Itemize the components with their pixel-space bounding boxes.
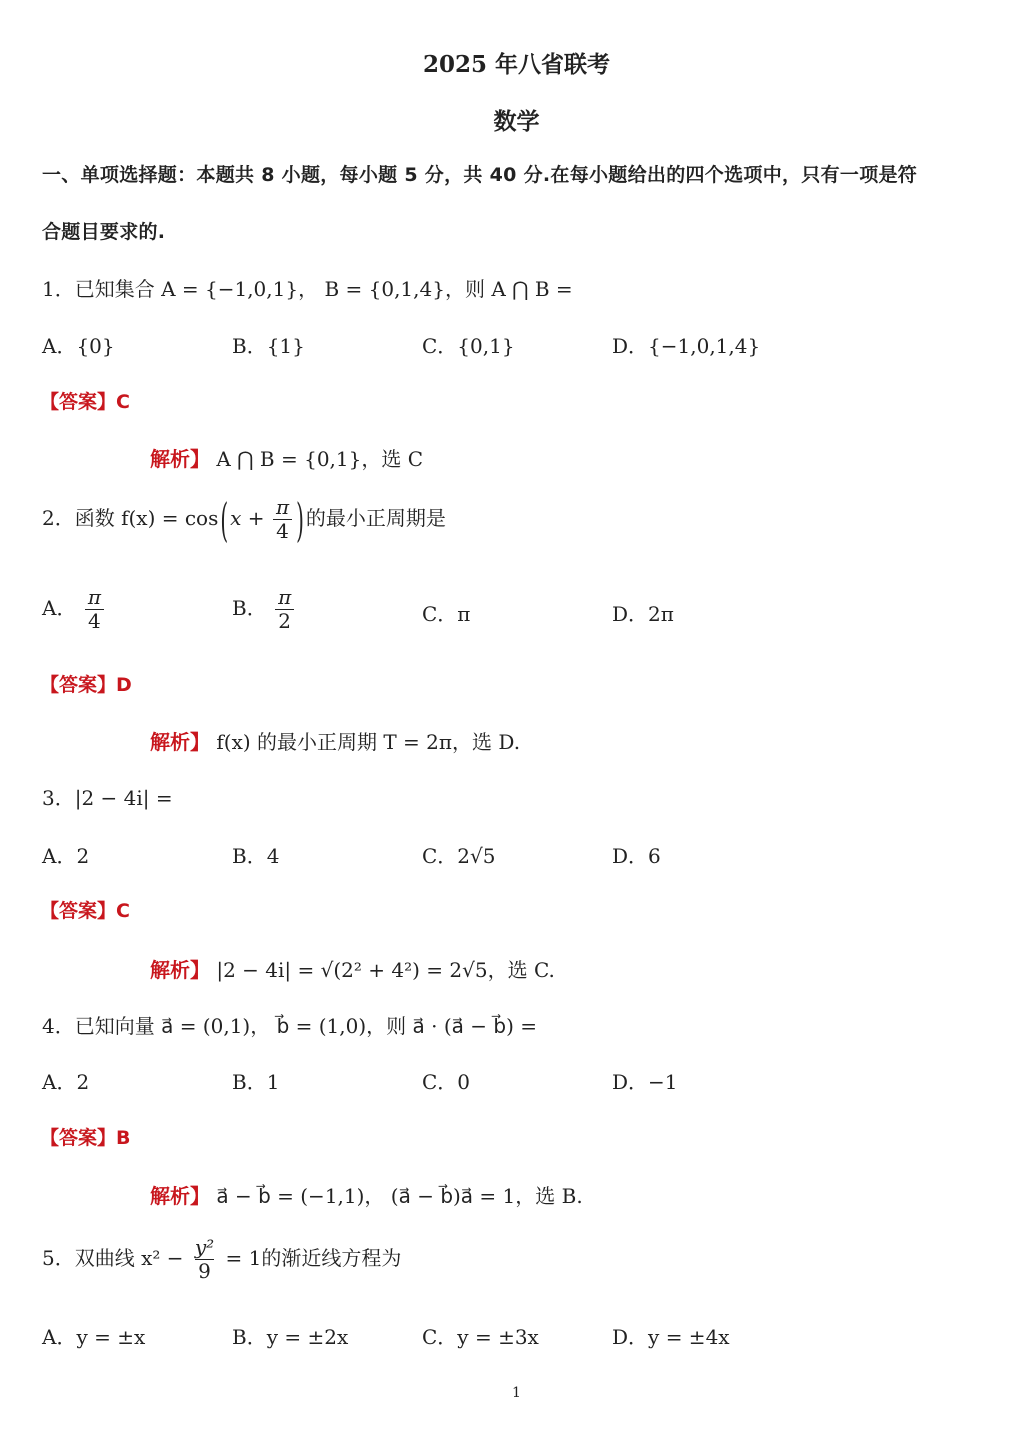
question-2-option-c: C．π xyxy=(422,602,471,626)
fraction-numerator: π xyxy=(278,585,292,609)
fraction xyxy=(273,496,292,543)
question-3-answer xyxy=(40,896,130,923)
question-4-option-b: B．1 xyxy=(232,1070,280,1094)
fraction xyxy=(192,1236,217,1283)
question-2-option-a xyxy=(42,586,106,633)
answer-label: 【答案】 xyxy=(40,674,117,696)
analysis-text: a⃗ − b⃗ = (−1,1)， (a⃗ − b⃗)a⃗ = 1，选 B. xyxy=(216,1184,583,1208)
fraction-denominator: 2 xyxy=(275,609,294,633)
question-4-stem: 4．已知向量 a⃗ = (0,1)， b⃗ = (1,0)，则 a⃗ · (a⃗ − b⃗) = xyxy=(42,1014,537,1038)
question-2-option-d: D．2π xyxy=(612,602,674,626)
question-3-option-d: D．6 xyxy=(612,844,661,868)
section-heading-line2: 合题目要求的. xyxy=(42,221,166,243)
exam-title: 2025 年八省联考 xyxy=(422,51,611,78)
question-3-stem: 3．|2 − 4i| = xyxy=(42,786,173,810)
fraction-numerator: π xyxy=(87,585,101,609)
page-number: 1 xyxy=(512,1385,521,1401)
right-paren: ) xyxy=(296,491,304,548)
stem-inner: x + xyxy=(230,506,265,530)
subject-title: 数学 xyxy=(493,108,540,135)
section-heading-line1: 一、单项选择题：本题共 8 小题，每小题 5 分，共 40 分.在每小题给出的四个选项中，只有一项是符 xyxy=(42,164,918,186)
fraction-numerator: π xyxy=(275,495,290,519)
question-3-option-c: C．2√5 xyxy=(422,844,496,868)
fraction-numerator: y² xyxy=(194,1235,215,1259)
question-4-option-a: A．2 xyxy=(42,1070,90,1094)
question-1-option-a: A．{0} xyxy=(42,334,115,358)
question-4-analysis xyxy=(150,1180,583,1209)
question-3-option-b: B．4 xyxy=(232,844,280,868)
question-5-option-c: C．y = ±3x xyxy=(422,1325,539,1349)
fraction xyxy=(275,586,294,633)
question-3-option-a: A．2 xyxy=(42,844,90,868)
option-label: B． xyxy=(232,596,267,620)
question-2-answer xyxy=(40,670,132,697)
left-paren: ( xyxy=(220,491,229,548)
question-1-option-c: C．{0,1} xyxy=(422,334,515,358)
question-4-option-d: D．−1 xyxy=(612,1070,678,1094)
question-2-analysis xyxy=(150,726,520,755)
answer-label: 【答案】 xyxy=(40,1127,117,1149)
stem-prefix: 2．函数 f(x) = cos xyxy=(42,506,219,530)
stem-suffix: 的最小正周期是 xyxy=(305,506,446,530)
analysis-label: 解析】 xyxy=(150,730,210,754)
question-5-option-b: B．y = ±2x xyxy=(232,1325,349,1349)
answer-value: D xyxy=(116,674,132,696)
question-4-option-c: C．0 xyxy=(422,1070,471,1094)
question-4-answer xyxy=(40,1123,131,1150)
stem-suffix: = 1的渐近线方程为 xyxy=(225,1246,402,1270)
fraction-denominator: 4 xyxy=(273,519,292,543)
answer-label: 【答案】 xyxy=(40,900,117,922)
question-5-option-d: D．y = ±4x xyxy=(612,1325,730,1349)
answer-value: C xyxy=(116,391,130,413)
question-1-analysis xyxy=(150,443,423,472)
question-1-stem: 1．已知集合 A = {−1,0,1}， B = {0,1,4}，则 A ⋂ B = xyxy=(42,277,573,301)
option-label: A． xyxy=(42,596,77,620)
question-1-option-d: D．{−1,0,1,4} xyxy=(612,334,761,358)
question-5-stem xyxy=(42,1236,401,1283)
analysis-label: 解析】 xyxy=(150,1184,210,1208)
analysis-text: |2 − 4i| = √(2² + 4²) = 2√5，选 C. xyxy=(216,958,555,982)
stem-prefix: 5．双曲线 x² − xyxy=(42,1246,184,1270)
analysis-label: 解析】 xyxy=(150,447,210,471)
answer-value: C xyxy=(116,900,130,922)
answer-label: 【答案】 xyxy=(40,391,117,413)
analysis-label: 解析】 xyxy=(150,958,210,982)
fraction xyxy=(85,586,104,633)
fraction-denominator: 4 xyxy=(85,609,104,633)
question-1-option-b: B．{1} xyxy=(232,334,305,358)
fraction-denominator: 9 xyxy=(195,1259,214,1283)
question-5-option-a: A．y = ±x xyxy=(42,1325,146,1349)
question-2-stem xyxy=(42,491,446,548)
analysis-text: A ⋂ B = {0,1}，选 C xyxy=(216,447,424,471)
question-2-option-b xyxy=(232,586,296,633)
analysis-text: f(x) 的最小正周期 T = 2π，选 D. xyxy=(216,730,521,754)
answer-value: B xyxy=(116,1127,131,1149)
question-3-analysis xyxy=(150,954,555,983)
question-1-answer xyxy=(40,387,130,414)
